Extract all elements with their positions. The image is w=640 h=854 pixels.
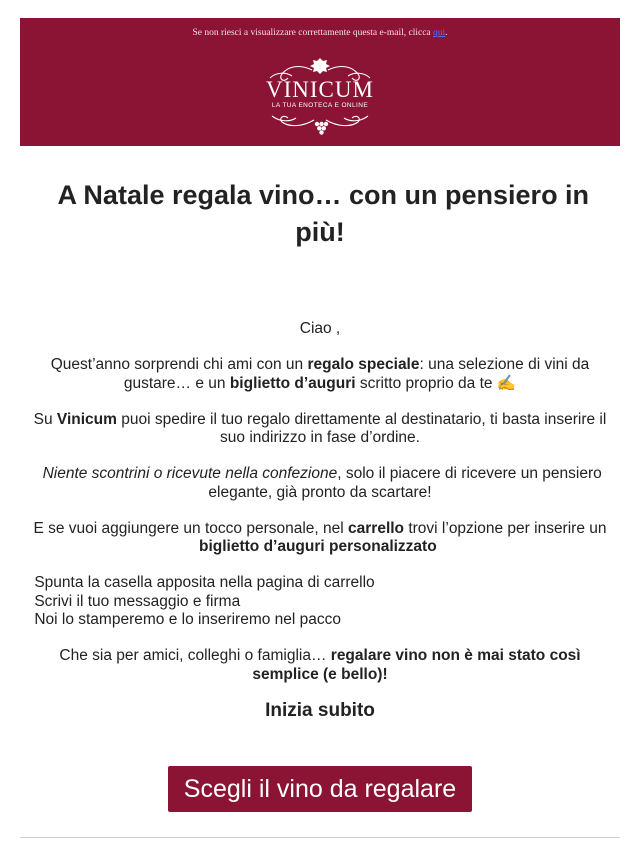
steps-list xyxy=(30,574,610,630)
p4-bold-biglietto: biglietto d’auguri personalizzato xyxy=(199,538,437,555)
p3-text-b: , solo il piacere di ricevere un pensiero elegante, già pronto da scartare! xyxy=(208,465,602,501)
step-text: Scrivi il tuo messaggio e firma xyxy=(34,592,241,610)
start-now-heading xyxy=(30,700,610,722)
footer-divider xyxy=(20,837,620,838)
p4-text-c: trovi l’opzione per inserire un xyxy=(404,519,607,537)
email-body xyxy=(30,320,610,702)
paragraph-no-receipts xyxy=(30,465,610,502)
p1-text-a: Quest’anno sorprendi chi ami con un xyxy=(50,356,308,373)
paragraph-shipping xyxy=(30,411,610,448)
logo-wordmark: VINICUM xyxy=(266,77,374,102)
logo-tagline: LA TUA ENOTECA E ONLINE xyxy=(271,102,369,109)
list-item xyxy=(30,574,610,593)
list-item xyxy=(30,611,610,630)
p4-text-a: E se vuoi aggiungere un tocco personale, nel xyxy=(33,519,349,537)
p5-text-a: Che sia per amici, colleghi o famiglia… xyxy=(59,647,331,664)
p1-text-e: scritto proprio da te xyxy=(355,374,497,392)
paragraph-gift xyxy=(30,356,610,393)
paragraph-card xyxy=(30,520,610,557)
p1-bold-biglietto: biglietto d’auguri xyxy=(229,374,356,392)
p1-bold-regalo: regalo speciale xyxy=(307,356,420,373)
email-header xyxy=(20,18,620,146)
preheader-text: Se non riesci a visualizzare correttamente questa e-mail, clicca xyxy=(192,28,431,38)
title-text: A Natale regala vino… con un pensiero in più! xyxy=(57,180,590,247)
list-item xyxy=(30,593,610,612)
start-now-text: Inizia subito xyxy=(265,700,375,721)
p2-bold-vinicum: Vinicum xyxy=(56,410,117,428)
writing-hand-icon: ✍️ xyxy=(496,374,517,392)
preheader xyxy=(20,28,620,38)
paragraph-closing xyxy=(30,647,610,684)
p2-text-c: puoi spedire il tuo regalo direttamente al destinatario, ti basta inserire il suo indirizzo in fase d’ordine. xyxy=(116,410,607,446)
step-text: Spunta la casella apposita nella pagina di carrello xyxy=(34,574,375,591)
p3-italic: Niente scontrini o ricevute nella confezione xyxy=(42,465,338,482)
p4-bold-carrello: carrello xyxy=(348,519,405,537)
p1-text-c: : una selezione di vini da gustare… e un xyxy=(123,356,590,392)
preheader-link[interactable]: qui xyxy=(433,28,446,38)
email-title xyxy=(30,177,610,251)
step-text: Noi lo stamperemo e lo inseriremo nel pacco xyxy=(34,611,342,628)
preheader-end: . xyxy=(445,28,448,38)
vinicum-logo[interactable] xyxy=(260,56,380,138)
p5-bold: regalare vino non è mai stato così semplice (e bello)! xyxy=(252,647,581,683)
p2-text-a: Su xyxy=(33,410,57,428)
greeting: Ciao , xyxy=(299,320,341,337)
choose-wine-button[interactable]: Scegli il vino da regalare xyxy=(168,766,472,812)
